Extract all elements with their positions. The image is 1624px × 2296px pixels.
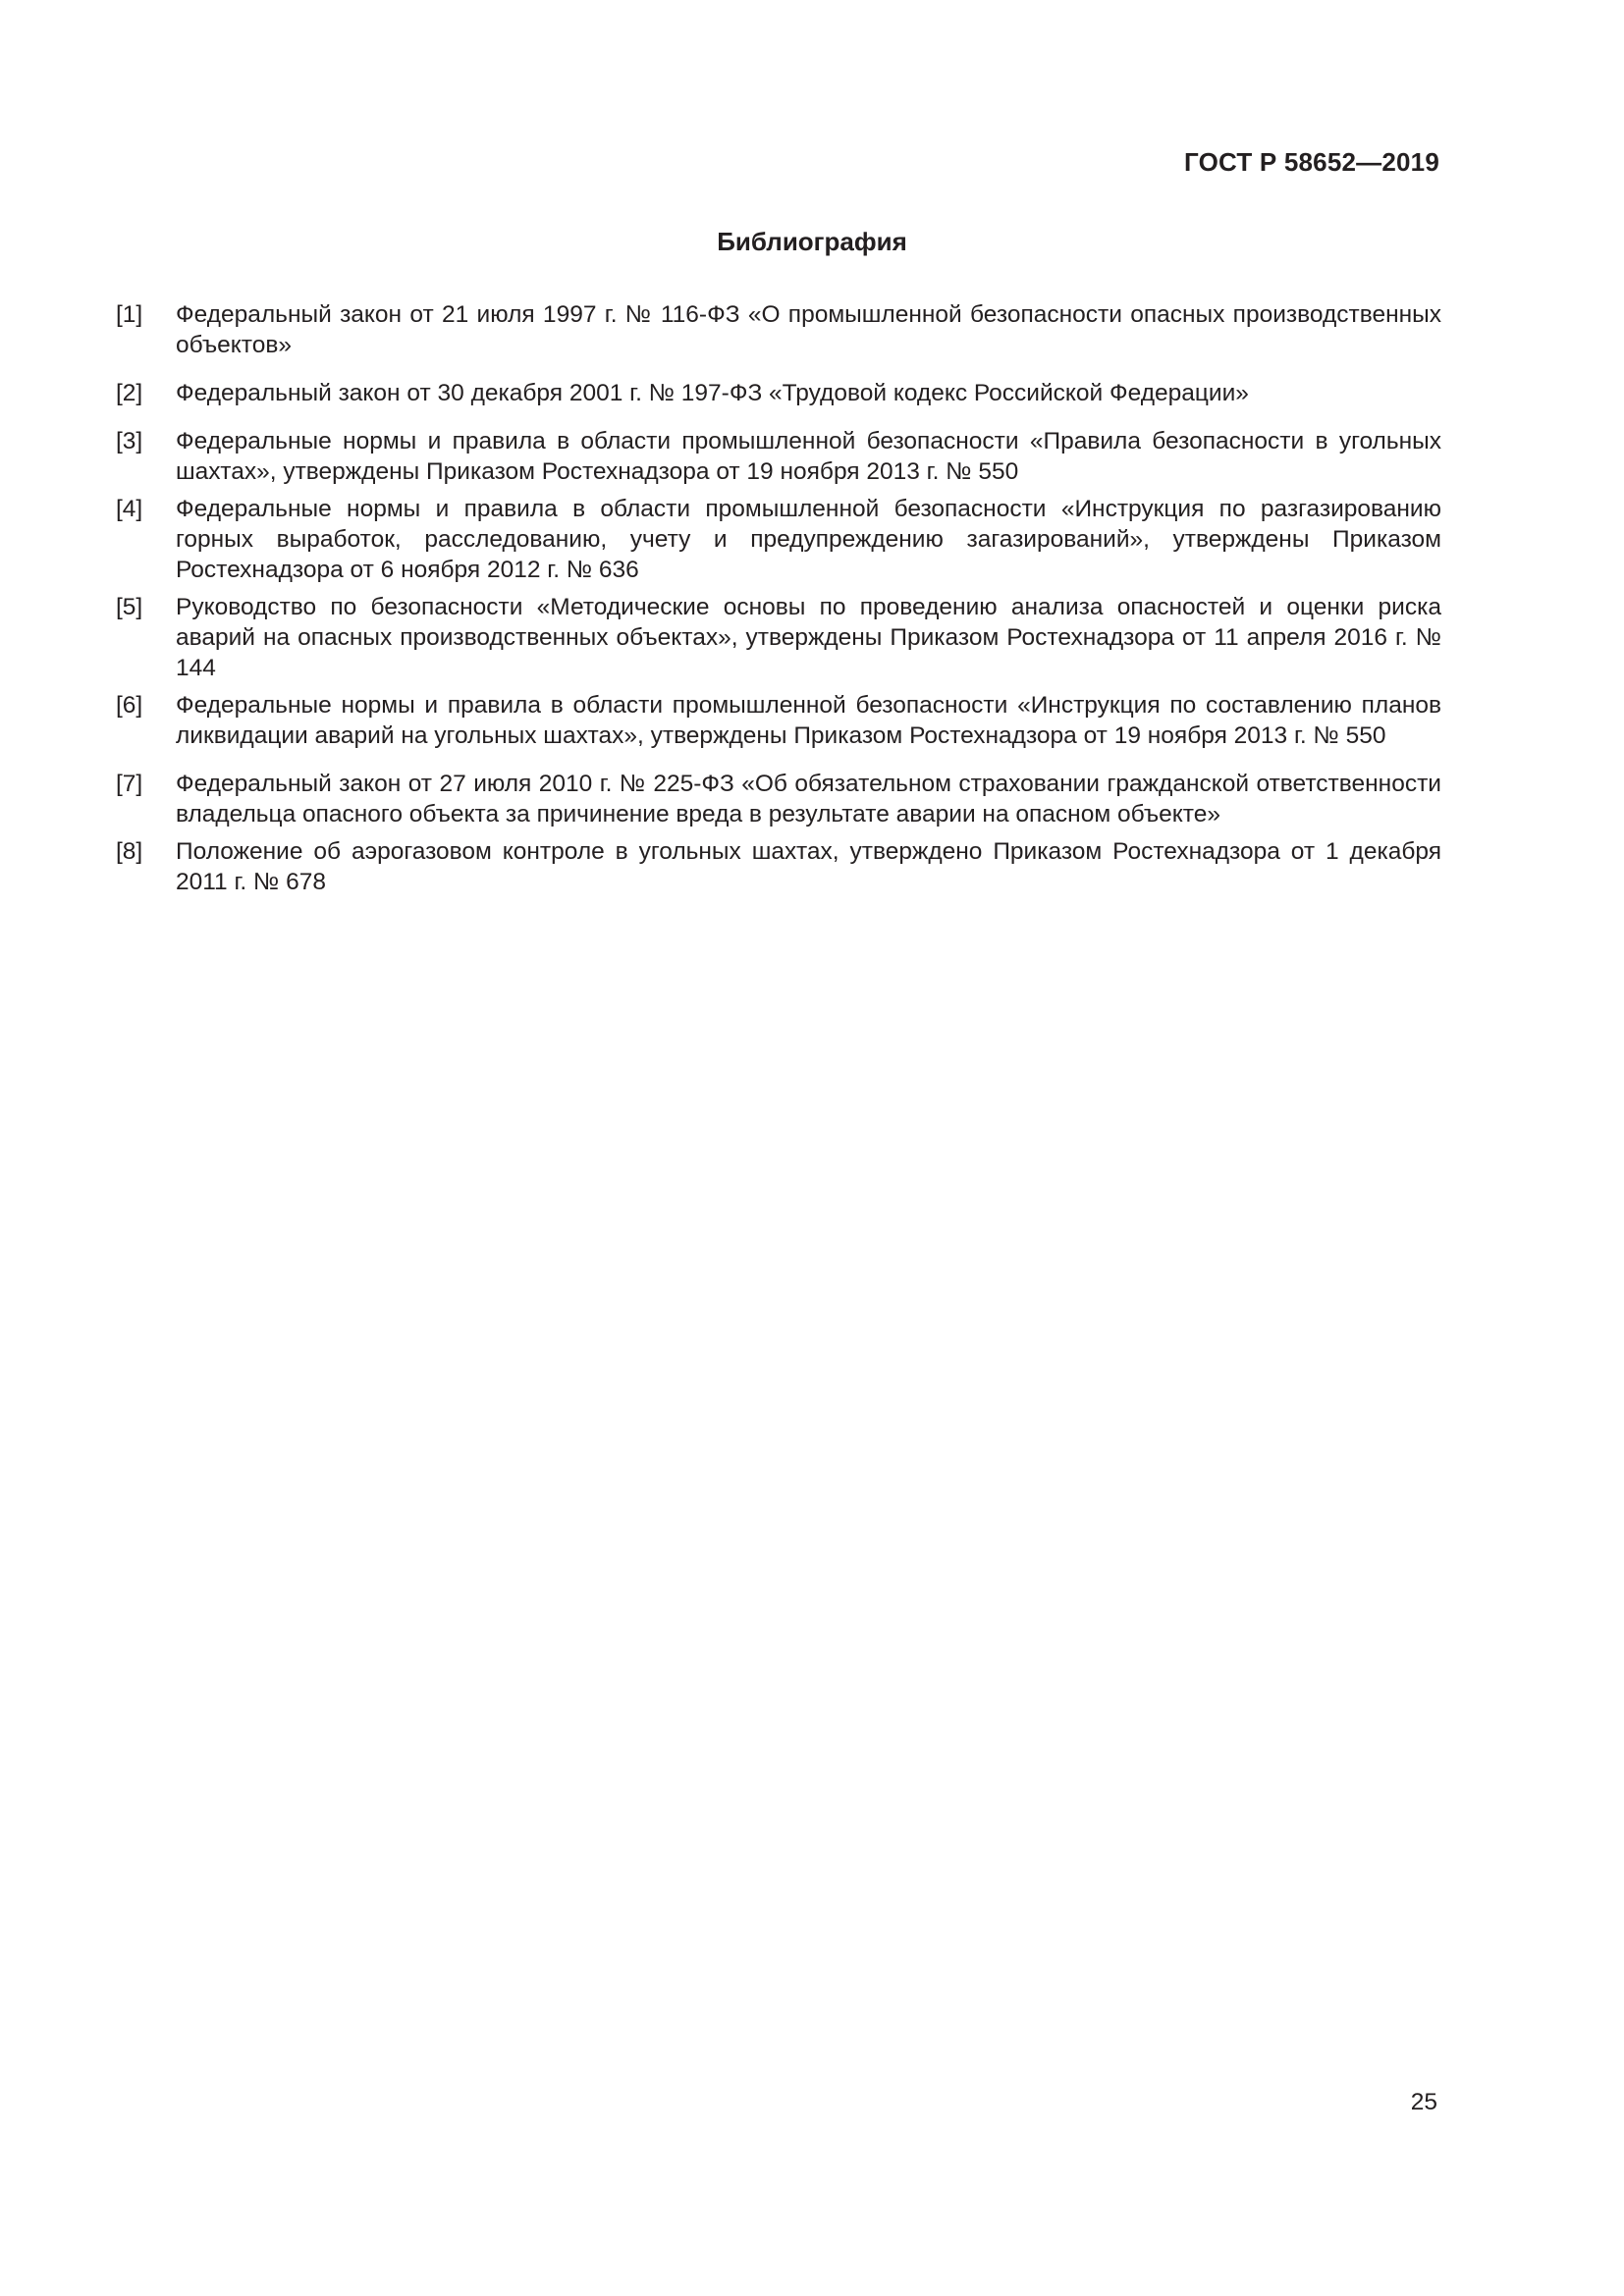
bibliography-entry [116,494,1441,585]
entry-number: [5] [116,594,143,620]
entry-text: Федеральный закон от 27 июля 2010 г. № 225-ФЗ «Об обязательном страховании гражданской ответственности владельца опасного объекта за причинение вреда в результате аварии на опасном объекте» [176,771,1441,828]
entry-number: [3] [116,428,143,454]
entry-number: [8] [116,838,143,865]
entry-number: [7] [116,771,143,797]
entry-text: Положение об аэрогазовом контроле в угольных шахтах, утверждено Приказом Ростехнадзора от 1 декабря 2011 г. № 678 [176,838,1441,895]
entry-text: Федеральный закон от 30 декабря 2001 г. № 197-ФЗ «Трудовой кодекс Российской Федерации» [176,380,1249,406]
bibliography-entry [116,299,1441,360]
bibliography-entry [116,378,1441,408]
entry-text: Федеральные нормы и правила в области промышленной безопасности «Правила безопасности в угольных шахтах», утверждены Приказом Ростехнадзора от 19 ноября 2013 г. № 550 [176,428,1441,485]
entry-number: [2] [116,380,143,406]
bibliography-entry [116,836,1441,897]
page-number: 25 [1410,2089,1437,2115]
entry-text: Федеральные нормы и правила в области промышленной безопасности «Инструкция по составлению планов ликвидации аварий на угольных шахтах», утверждены Приказом Ростехнадзора от 19 ноября 2013 г. № 550 [176,692,1441,749]
entry-text: Федеральные нормы и правила в области промышленной безопасности «Инструкция по разгазированию горных выработок, расследованию, учету и предупреждению загазирований», утверждены Приказом Ростехнадзора от 6 ноября 2012 г. № 636 [176,496,1441,583]
entry-number: [4] [116,496,143,522]
entry-number: [6] [116,692,143,719]
section-title: Библиография [717,227,907,256]
document-code: ГОСТ Р 58652—2019 [1184,147,1439,177]
entry-text: Федеральный закон от 21 июля 1997 г. № 116-ФЗ «О промышленной безопасности опасных производственных объектов» [176,301,1441,358]
bibliography-entry [116,592,1441,683]
entry-number: [1] [116,301,143,328]
bibliography-entry [116,769,1441,829]
bibliography-entry [116,426,1441,487]
bibliography-entry [116,690,1441,751]
bibliography-list [116,299,1441,897]
entry-text: Руководство по безопасности «Методические основы по проведению анализа опасностей и оценки риска аварий на опасных производственных объектах», утверждены Приказом Ростехнадзора от 11 апреля 2016 г. № 144 [176,594,1441,681]
